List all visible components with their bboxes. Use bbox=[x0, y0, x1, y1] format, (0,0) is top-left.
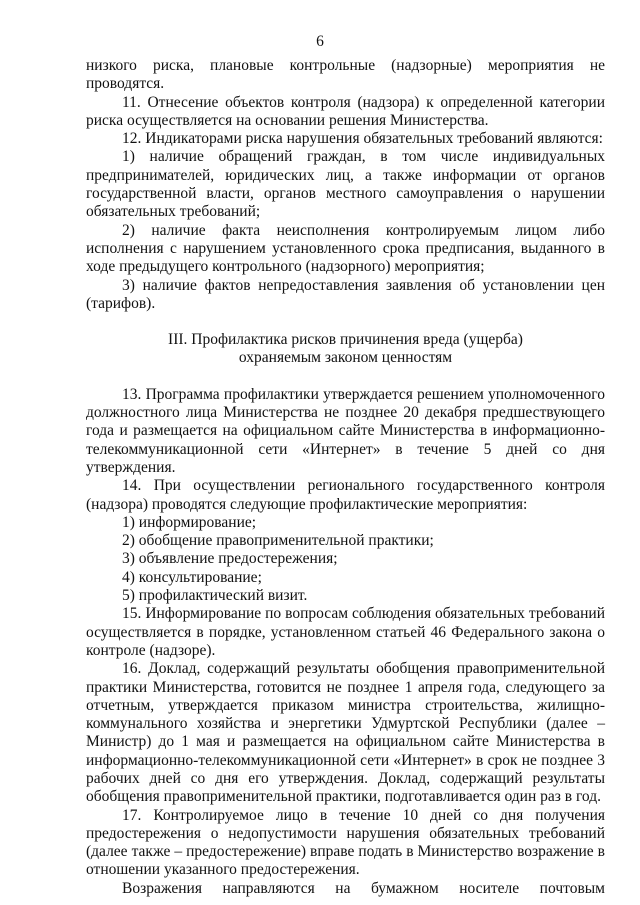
paragraph-17-continuation: Возражения направляются на бумажном носителе почтовым bbox=[122, 879, 605, 897]
paragraph-11: 11. Отнесение объектов контроля (надзора) к определенной категории риска осуществляется на основании решения Министерства. bbox=[86, 93, 605, 129]
list-item-14-1: 1) информирование; bbox=[122, 513, 257, 531]
paragraph-14: 14. При осуществлении регионального государственного контроля (надзора) проводятся следующие профилактические мероприятия: bbox=[86, 477, 605, 513]
section-heading-line-2: охраняемым законом ценностям bbox=[238, 349, 453, 367]
list-item-12-3: 3) наличие фактов непредоставления заявления об установлении цен (тарифов). bbox=[86, 276, 605, 312]
section-heading bbox=[86, 331, 605, 368]
page-number: 6 bbox=[316, 33, 324, 50]
paragraph-continuation: низкого риска, плановые контрольные (надзорные) мероприятия не проводятся. bbox=[86, 57, 605, 93]
list-item-14-5: 5) профилактический визит. bbox=[122, 587, 308, 605]
paragraph-15: 15. Информирование по вопросам соблюдения обязательных требований осуществляется в порядке, установленном статьей 46 Федерального закона о контроле (надзоре). bbox=[86, 605, 605, 659]
list-item-12-2: 2) наличие факта неисполнения контролируемым лицом либо исполнения с нарушением установленного срока предписания, выданного в ходе предыдущего контрольного (надзорного) мероприятия; bbox=[86, 221, 605, 276]
list-item-14-2: 2) обобщение правоприменительной практики; bbox=[122, 532, 434, 550]
section-heading-line-1: III. Профилактика рисков причинения вреда (ущерба) bbox=[168, 331, 523, 349]
paragraph-17: 17. Контролируемое лицо в течение 10 дней со дня получения предостережения о недопустимости нарушения обязательных требований (далее также – предостережение) вправе подать в Министерство возражение в отношении указанного предостережения. bbox=[86, 806, 605, 879]
paragraph-13: 13. Программа профилактики утверждается решением уполномоченного должностного лица Министерства не позднее 20 декабря предшествующего года и размещается на официальном сайте Министерства в информационно-телекоммуникационной сети «Интернет» в течение 5 дней со дня утверждения. bbox=[86, 385, 605, 476]
paragraph-12: 12. Индикаторами риска нарушения обязательных требований являются: bbox=[122, 130, 603, 148]
list-item-14-4: 4) консультирование; bbox=[122, 568, 262, 586]
list-item-14-3: 3) объявление предостережения; bbox=[122, 550, 338, 568]
paragraph-16: 16. Доклад, содержащий результаты обобщения правоприменительной практики Министерства, готовится не позднее 1 апреля года, следующего за отчетным, утверждается приказом министра строительства, жилищно-коммунального хозяйства и энергетики Удмуртской Республики (далее – Министр) до 1 мая и размещается на официальном сайте Министерства в информационно-телекоммуникационной сети «Интернет» в срок не позднее 3 рабочих дней со дня его утверждения. Доклад, содержащий результаты обобщения правоприменительной практики, подготавливается один раз в год. bbox=[86, 660, 605, 806]
list-item-12-1: 1) наличие обращений граждан, в том числе индивидуальных предпринимателей, юридических лиц, а также информации от органов государственной власти, органов местного самоуправления о нарушении обязательных требований; bbox=[86, 148, 605, 221]
document-body bbox=[86, 57, 605, 898]
